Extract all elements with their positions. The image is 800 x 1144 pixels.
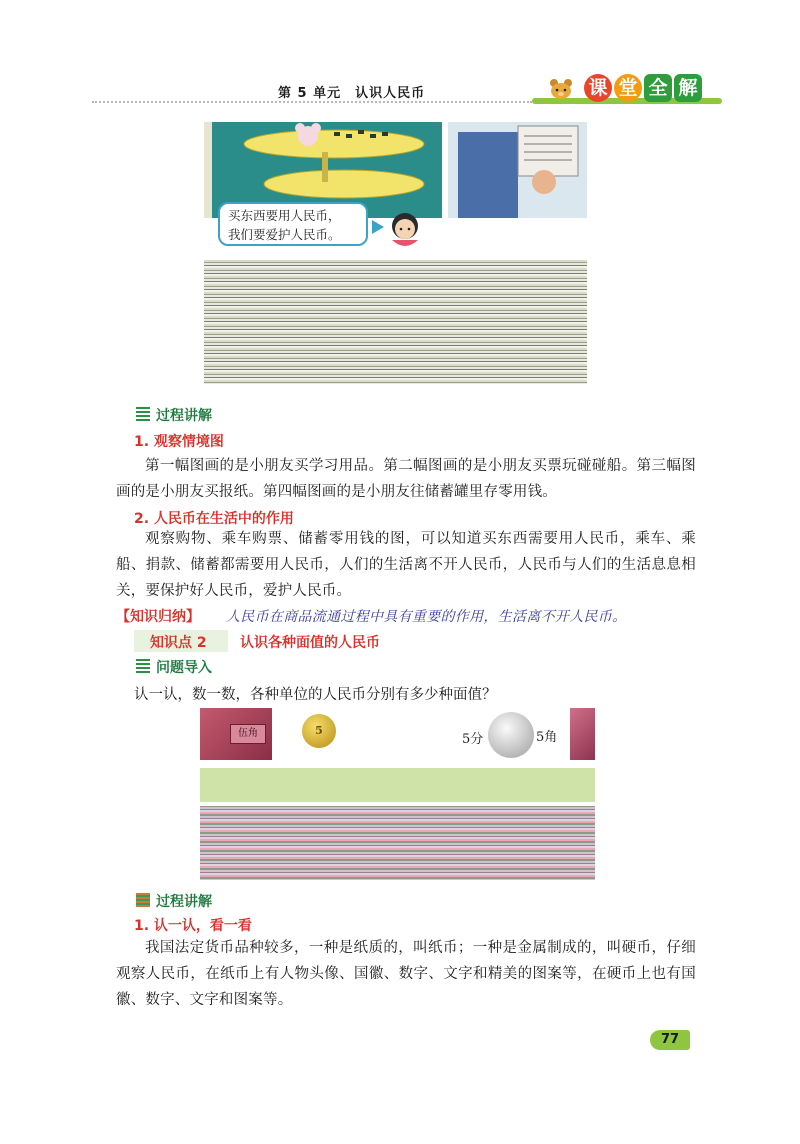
label-5fen: 5分 — [462, 732, 484, 747]
paragraph — [116, 526, 696, 604]
knowledge-point-label: 知识点 2 — [150, 635, 207, 651]
scene-panel-newspaper — [448, 122, 587, 218]
label-5jiao: 5角 — [536, 730, 558, 745]
coin-5fen — [488, 712, 534, 758]
currency-lower-strip — [200, 760, 595, 880]
summary-label: 【知识归纳】 — [116, 609, 200, 625]
scene-lower-strip — [204, 260, 587, 384]
item-heading: 1. 观察情境图 — [134, 434, 224, 450]
section-label: 过程讲解 — [156, 408, 212, 424]
knowledge-point-title: 认识各种面值的人民币 — [240, 635, 380, 651]
section-stripes-icon — [136, 893, 150, 907]
paragraph — [116, 453, 696, 505]
paragraph — [116, 935, 696, 1013]
speech-line-2: 我们要爱护人民币。 — [228, 227, 341, 242]
page-number: 77 — [650, 1030, 690, 1050]
section-label: 过程讲解 — [156, 894, 212, 910]
newspaper-buyer-icon — [448, 122, 587, 218]
item-heading: 2. 人民币在生活中的作用 — [134, 511, 294, 527]
logo-char: 解 — [674, 74, 702, 102]
item-heading: 1. 认一认，看一看 — [134, 918, 252, 934]
logo-char: 堂 — [614, 74, 642, 102]
summary-text: 人民币在商品流通过程中具有重要的作用，生活离不开人民币。 — [226, 609, 627, 625]
intro-label: 问题导入 — [156, 660, 212, 676]
coin-5jiao — [302, 714, 336, 748]
logo-char: 全 — [644, 74, 672, 102]
unit-title: 认识人民币 — [355, 86, 426, 101]
unit-label: 第 5 单元 — [278, 86, 342, 101]
scene-illustration — [204, 122, 587, 384]
banknote-label: 伍角 — [230, 724, 266, 744]
running-header — [278, 82, 425, 101]
banknote-5jiao — [200, 708, 272, 760]
girl-character-icon — [386, 210, 424, 250]
bear-mascot-icon — [548, 78, 574, 100]
paragraph-text: 观察购物、乘车购票、储蓄零用钱的图，可以知道买东西需要用人民币，乘车、乘船、捐款、储蓄都需要用人民币，人们的生活离不开人民币，人民币与人们的生活息息相关，要保护好人民币，爱护人民币。 — [116, 531, 696, 599]
section-lines-icon — [136, 659, 150, 673]
currency-illustration — [200, 708, 595, 880]
series-logo — [584, 74, 702, 104]
paragraph-text: 第一幅图画的是小朋友买学习用品。第二幅图画的是小朋友买票玩碰碰船。第三幅图画的是小朋友买报纸。第四幅图画的是小朋友往储蓄罐里存零用钱。 — [116, 458, 696, 500]
coin-gold-label: 5 — [315, 724, 323, 737]
speech-bubble — [218, 202, 368, 246]
section-lines-icon — [136, 407, 150, 421]
paragraph-text: 我国法定货币品种较多，一种是纸质的，叫纸币；一种是金属制成的，叫硬币，仔细观察人民币，在纸币上有人物头像、国徽、数字、文字和精美的图案等，在硬币上也有国徽、数字、文字和图案等。 — [116, 940, 696, 1008]
speech-bubble-tail — [372, 220, 384, 234]
speech-line-1: 买东西要用人民币， — [228, 208, 341, 223]
logo-char: 课 — [584, 74, 612, 102]
intro-question: 认一认，数一数，各种单位的人民币分别有多少种面值？ — [134, 687, 497, 703]
banknote-partial — [570, 708, 595, 760]
header-divider — [92, 101, 532, 103]
